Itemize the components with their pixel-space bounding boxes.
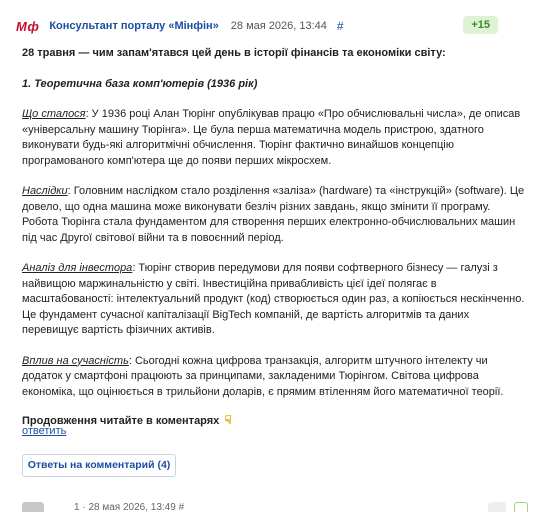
permalink-hash[interactable]: # [336, 19, 344, 33]
comment-date: 28 мая 2026, 13:44 [230, 20, 327, 32]
text-investor-analysis: : Тюрінг створив передумови для появи софтверного бізнесу — галузі з найвищою маржинальністю у світі. Інвестиційна привабливість цієї ідеї полягає в масштабованості: інтелектуальний продукт (код) створюється один раз, а копіюється нескінченно. Це фундамент сучасної капіталізації BigTech компаній, де вартість алгоритмів та даних перевищує вартість фізичних активів. [22, 262, 525, 336]
score-badge: +15 [463, 16, 498, 34]
next-comment-preview [22, 502, 528, 512]
continue-note [22, 413, 528, 430]
lead-paragraph: 28 травня — чим запам'ятався цей день в історії фінансів та економіки світу: [22, 47, 446, 59]
next-score-badge [488, 502, 506, 512]
upvote-button[interactable] [514, 502, 528, 512]
show-replies-button[interactable]: Ответы на комментарий (4) [22, 454, 176, 477]
paragraph-investor-analysis [22, 261, 528, 339]
author-link[interactable]: Консультант порталу «Мінфін» [49, 20, 219, 32]
text-what-happened: : У 1936 році Алан Тюрінг опублікував працю «Про обчислювальні числа», де описав «універсальну машину Тюрінга». Це була перша математична модель пристрою, здатного виконувати будь-які алгоритмічні обчислення. Тюрінг фактично винайшов концепцію програмованого комп'ютера ще до появи перших мікросхем. [22, 108, 521, 167]
paragraph-consequences [22, 184, 528, 246]
continue-text: Продовження читайте в коментарях [22, 415, 220, 427]
comment-header [16, 14, 536, 38]
text-modern-impact: : Сьогодні кожна цифрова транзакція, алгоритм штучного інтелекту чи додаток у смартфоні працюють за принципами, закладеними Тюрінгом. Світова цифрова економіка, що оцінюється в трильйони доларів, є прямим втіленням його математичної теорії. [22, 354, 504, 398]
next-comment-meta: 1 · 28 мая 2026, 13:49 # [74, 502, 185, 512]
label-consequences: Наслідки [22, 185, 68, 197]
reply-link[interactable]: ответить [22, 425, 67, 437]
paragraph-modern-impact [22, 354, 528, 401]
section-heading: 1. Теоретична база комп'ютерів (1936 рік) [22, 77, 258, 90]
text-consequences: : Головним наслідком стало розділення «заліза» (hardware) та «інструкцій» (software). Це довело, що одна машина може виконувати безліч різних завдань, якщо змінити її програму. Робота Тюрінга стала фундаментом для створення перших електронно-обчислювальних машин під час Другої світової війни та в повоєнний період. [22, 185, 525, 244]
minfin-logo: Мф [16, 18, 40, 34]
comment-body [22, 46, 528, 445]
label-investor-analysis: Аналіз для інвестора [22, 262, 133, 274]
label-modern-impact: Вплив на сучасність [22, 354, 129, 367]
pointing-hand-icon: ☟ [224, 413, 232, 427]
paragraph-what-happened [22, 107, 528, 169]
avatar [22, 502, 44, 512]
label-what-happened: Що сталося [22, 108, 86, 120]
